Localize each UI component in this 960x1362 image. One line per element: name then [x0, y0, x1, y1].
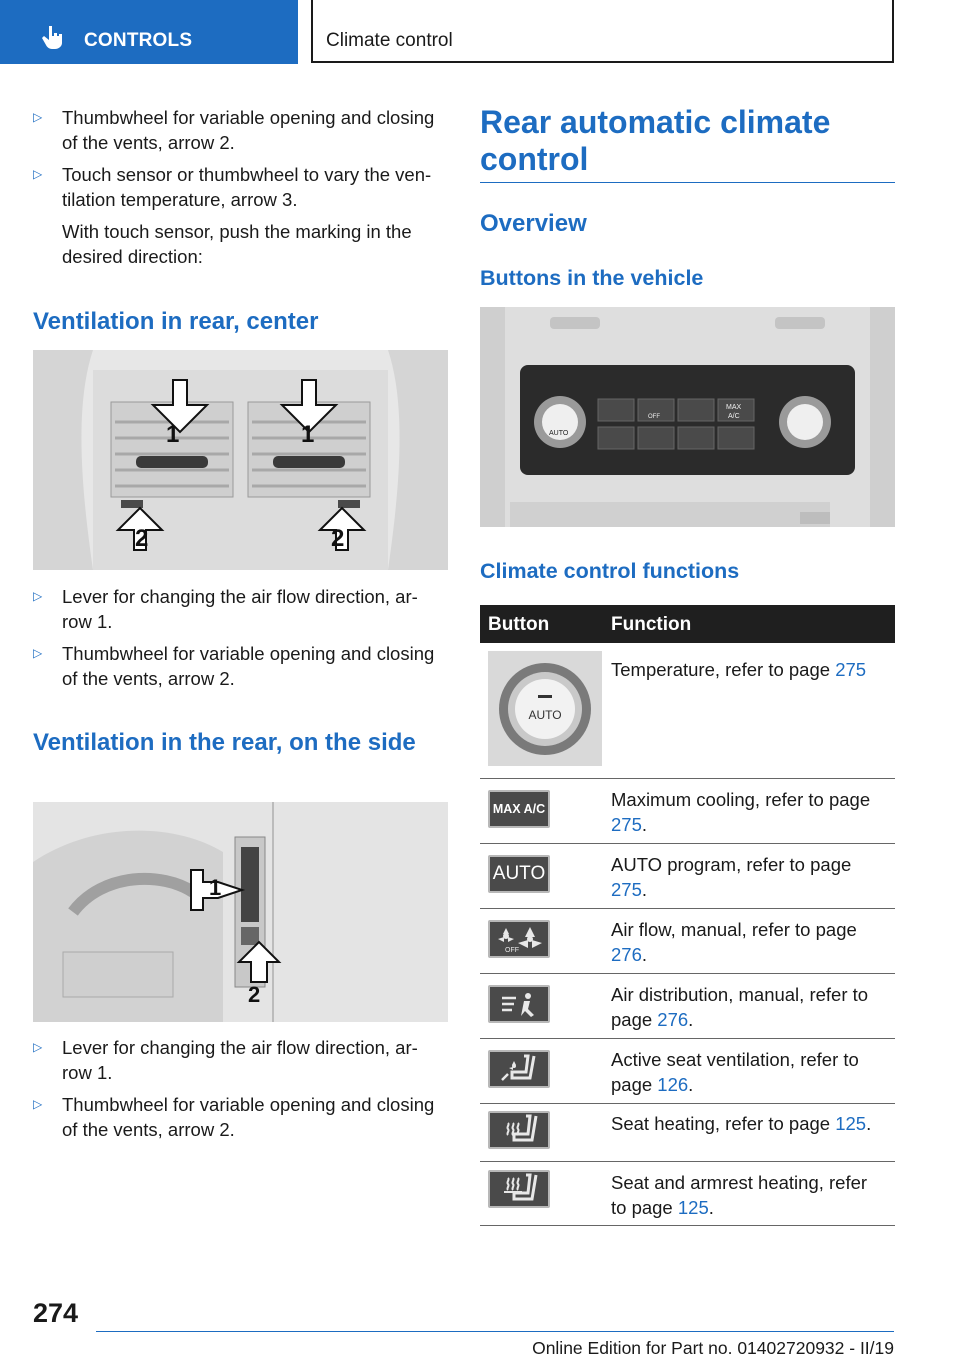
table-row	[480, 909, 895, 974]
panel-auto-label: AUTO	[549, 430, 569, 437]
svg-text:AUTO: AUTO	[528, 708, 562, 722]
bullet-item: ▷ Thumbwheel for variable opening and closing of the vents, arrow 2.	[33, 107, 435, 153]
page-link[interactable]: 275	[835, 659, 867, 680]
page-number: 274	[33, 1298, 79, 1328]
callout-1-left: 1	[166, 421, 180, 448]
page-link[interactable]: 125	[677, 1197, 709, 1218]
function-text: Seat heating, refer to page 125.	[611, 1113, 872, 1134]
table-row	[480, 643, 895, 779]
table-row	[480, 1162, 895, 1226]
table-row	[480, 779, 895, 844]
table-row	[480, 1104, 895, 1162]
bullet-triangle-icon: ▷	[33, 167, 43, 181]
edition-text: Online Edition for Part no. 01402720932 - II/19	[532, 1338, 894, 1358]
panel-max-label: MAX	[726, 404, 742, 411]
auto-knob-icon	[488, 651, 602, 766]
center-vent-photo	[33, 350, 448, 570]
page-link[interactable]: 276	[611, 944, 642, 965]
callout-1-right: 1	[301, 421, 315, 448]
callout-1: 1	[209, 875, 222, 900]
max-ac-icon: MAX A/C	[488, 790, 550, 828]
col-button-header: Button	[488, 614, 550, 635]
bullet-item: ▷ Thumbwheel for variable opening and closing of the vents, arrow 2.	[33, 643, 435, 689]
table-header	[480, 605, 895, 643]
side-vent-photo	[33, 802, 448, 1022]
heading-climate-functions: Climate control functions	[480, 559, 740, 583]
function-text: AUTO program, refer to page 275.	[611, 854, 852, 900]
callout-2: 2	[248, 982, 261, 1007]
section-label: CONTROLS	[84, 30, 193, 51]
air-distribution-icon	[488, 985, 550, 1023]
function-text: Air flow, manual, refer to page 276.	[611, 919, 857, 965]
touch-note: With touch sensor, push the marking in the desired direction:	[62, 221, 412, 267]
heading-side-ventilation: Ventilation in the rear, on the side	[33, 729, 416, 756]
page-title: Rear automatic climate control	[480, 104, 831, 177]
heading-overview: Overview	[480, 210, 587, 237]
page-link[interactable]: 126	[657, 1074, 689, 1095]
control-panel-photo	[480, 307, 895, 527]
chapter-title: Climate control	[326, 30, 453, 51]
function-text: Temperature, refer to page 275	[611, 659, 867, 680]
title-rule	[480, 182, 895, 183]
auto-icon: AUTO	[488, 855, 550, 893]
pointing-hand-icon	[40, 24, 66, 50]
table-row	[480, 844, 895, 909]
callout-2-left: 2	[135, 525, 149, 552]
seat-armrest-heating-icon	[488, 1170, 550, 1208]
bullet-triangle-icon: ▷	[33, 646, 43, 660]
bullet-item: ▷ Touch sensor or thumbwheel to vary the ven‐ tilation temperature, arrow 3.	[33, 164, 432, 210]
page-link[interactable]: 275	[611, 814, 642, 835]
heading-buttons-in-vehicle: Buttons in the vehicle	[480, 266, 704, 290]
section-tab[interactable]	[0, 0, 298, 64]
table-row	[480, 1039, 895, 1104]
col-function-header: Function	[611, 614, 692, 635]
svg-text:OFF: OFF	[505, 947, 519, 954]
page-link[interactable]: 275	[611, 879, 642, 900]
bullet-triangle-icon: ▷	[33, 589, 43, 603]
bullet-item: ▷ Thumbwheel for variable opening and closing of the vents, arrow 2.	[33, 1094, 435, 1140]
callout-2-right: 2	[331, 525, 345, 552]
page-link[interactable]: 125	[835, 1113, 867, 1134]
seat-heating-icon	[488, 1111, 550, 1149]
table-row	[480, 974, 895, 1039]
function-text: Active seat ventilation, refer to page 126.	[611, 1049, 859, 1095]
bullet-triangle-icon: ▷	[33, 110, 43, 124]
air-flow-fan-icon	[488, 920, 550, 958]
bullet-item: ▷ Lever for changing the air flow direction, ar‐ row 1.	[33, 1037, 418, 1083]
heading-center-ventilation: Ventilation in rear, center	[33, 308, 319, 335]
footer-rule	[96, 1331, 894, 1332]
chapter-box	[311, 0, 894, 63]
panel-ac-label: A/C	[728, 413, 740, 420]
panel-off-label: OFF	[648, 414, 660, 420]
function-text: Air distribution, manual, refer to page 276.	[611, 984, 869, 1030]
page-link[interactable]: 276	[657, 1009, 689, 1030]
function-text: Maximum cooling, refer to page 275.	[611, 789, 871, 835]
seat-ventilation-icon	[488, 1050, 550, 1088]
bullet-item: ▷ Lever for changing the air flow direction, ar‐ row 1.	[33, 586, 418, 632]
bullet-triangle-icon: ▷	[33, 1097, 43, 1111]
function-text: Seat and armrest heating, refer to page 125.	[611, 1172, 868, 1218]
bullet-triangle-icon: ▷	[33, 1040, 43, 1054]
